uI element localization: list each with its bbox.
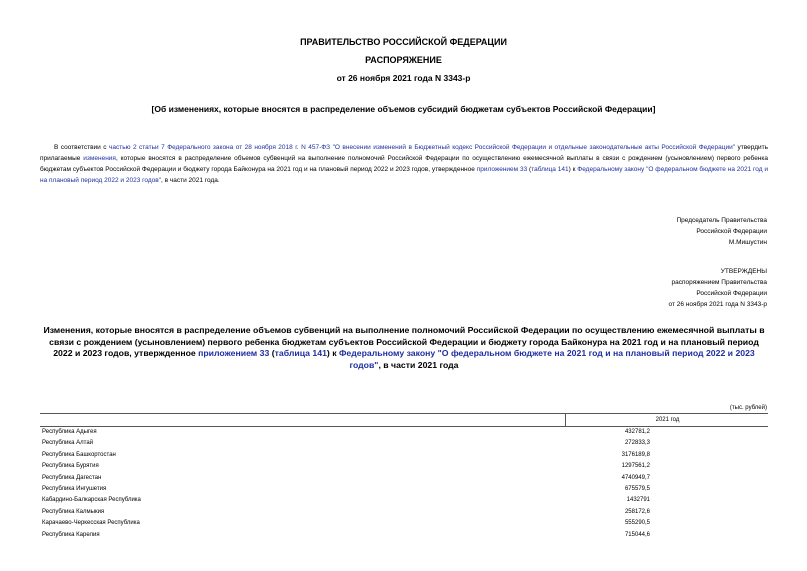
region-value: 675579,5 (624, 485, 650, 492)
intro-text-1: В соответствии с (54, 144, 109, 151)
table-row (40, 495, 768, 506)
region-value: 258172,6 (624, 508, 650, 515)
intro-text-6: , в части 2021 года. (161, 177, 220, 184)
region-name: Кабардино-Балкарская Республика (42, 497, 141, 504)
table-row (40, 427, 768, 438)
region-value: 715044,6 (624, 531, 650, 538)
federal-budget-law-link[interactable]: Федеральному закону "О федеральном бюджете на 2021 год и на плановый период 2022 и 2023 годов" (40, 166, 768, 184)
region-name: Карачаево-Черкесская Республика (42, 520, 140, 527)
appendix-33-link[interactable]: приложением 33 (476, 166, 528, 173)
intro-text-3: , которые вносятся в распределение объемов субвенций на выполнение полномочий Российской Федерации по осуществлению ежемесячной выплаты в связи с рождением (усыновлением) первого ребенка бюджетам субъектов Российской Федерации и бюджету города Байконура на 2021 год и на плановый период 2022 и 2023 годов, утвержденное (40, 155, 769, 173)
table-row (40, 473, 768, 484)
changes-heading-text-1: Изменения, которые вносятся в распределение объемов субвенций на выполнение полномочий Российской Федерации по осуществлению ежемесячной выплаты в связи с рождением (усыновлением) первого ребенка бюджетам субъектов Российской Федерации и бюджету города Байконура на 2021 год и на плановый период 2022 и 2023 годов, утвержденное (43, 325, 765, 359)
changes-heading-text-4: , в части 2021 года (378, 359, 459, 370)
document-type: РАСПОРЯЖЕНИЕ (365, 55, 442, 65)
region-name: Республика Ингушетия (42, 485, 107, 492)
intro-paragraph (40, 142, 768, 186)
law-457-link[interactable]: частью 2 статьи 7 Федерального закона от 28 ноября 2018 г. N 457-ФЗ "О внесении изменений в Бюджетный кодекс Российской Федерации и отдельные законодательные акты Российской Федерации" (109, 144, 736, 151)
table-row (40, 450, 768, 461)
changes-federal-budget-law-link[interactable]: Федеральному закону "О федеральном бюджете на 2021 год и на плановый период 2022 и 2023 годов" (339, 348, 755, 370)
signature-name: М.Мишустин (728, 239, 767, 246)
document-title: [Об изменениях, которые вносятся в распределение объемов субсидий бюджетам субъектов Российской Федерации] (151, 104, 656, 114)
table-row (40, 518, 768, 529)
table-row (40, 530, 768, 541)
region-name: Республика Дагестан (42, 474, 102, 481)
approval-heading: УТВЕРЖДЕНЫ (720, 268, 767, 275)
intro-text-2: утвердить прилагаемые (40, 144, 769, 162)
table-unit-label: (тыс. рублей) (729, 405, 767, 411)
intro-text-5: ) к (568, 166, 578, 173)
table-141-link[interactable]: таблица 141 (531, 166, 569, 173)
region-value: 432781,2 (624, 429, 650, 435)
region-name: Республика Адыгея (42, 429, 97, 435)
region-value: 1297561,2 (621, 463, 650, 470)
document-date-number: от 26 ноября 2021 года N 3343-р (336, 73, 471, 83)
approval-line-3: Российской Федерации (696, 290, 767, 297)
region-value: 4740949,7 (621, 474, 650, 481)
changes-heading-text-2: ( (269, 348, 275, 359)
region-value: 3176189,8 (621, 451, 650, 458)
region-name: Республика Алтай (42, 440, 94, 447)
table-row (40, 484, 768, 495)
table-row (40, 461, 768, 472)
approval-line-4: от 26 ноября 2021 года N 3343-р (668, 301, 767, 308)
changes-link[interactable]: изменения (83, 155, 116, 162)
table-row (40, 438, 768, 449)
subsidy-table (40, 413, 768, 541)
signature-position: Председатель Правительства (676, 217, 767, 224)
signature-block (676, 215, 767, 248)
approval-block (668, 266, 767, 310)
approval-line-2: распоряжением Правительства (671, 279, 767, 286)
table-row (40, 507, 768, 518)
changes-appendix-33-link[interactable]: приложением 33 (198, 348, 270, 359)
changes-heading-text-3: ) к (326, 348, 339, 359)
signature-org: Российской Федерации (696, 228, 767, 235)
region-value: 555290,5 (624, 520, 650, 527)
table-body (40, 427, 768, 541)
intro-text-4: ( (527, 166, 532, 173)
region-name: Республика Калмыкия (42, 508, 105, 515)
table-header-row (40, 414, 768, 427)
region-name: Республика Бурятия (42, 463, 99, 470)
region-value: 272833,3 (624, 440, 650, 447)
government-title: ПРАВИТЕЛЬСТВО РОССИЙСКОЙ ФЕДЕРАЦИИ (300, 37, 507, 47)
changes-table-141-link[interactable]: таблица 141 (274, 348, 327, 359)
region-name: Республика Башкортостан (42, 451, 116, 458)
region-name: Республика Карелия (42, 531, 100, 538)
region-value: 1432791 (626, 497, 650, 504)
year-column-header: 2021 год (565, 414, 769, 426)
changes-heading (40, 325, 768, 371)
